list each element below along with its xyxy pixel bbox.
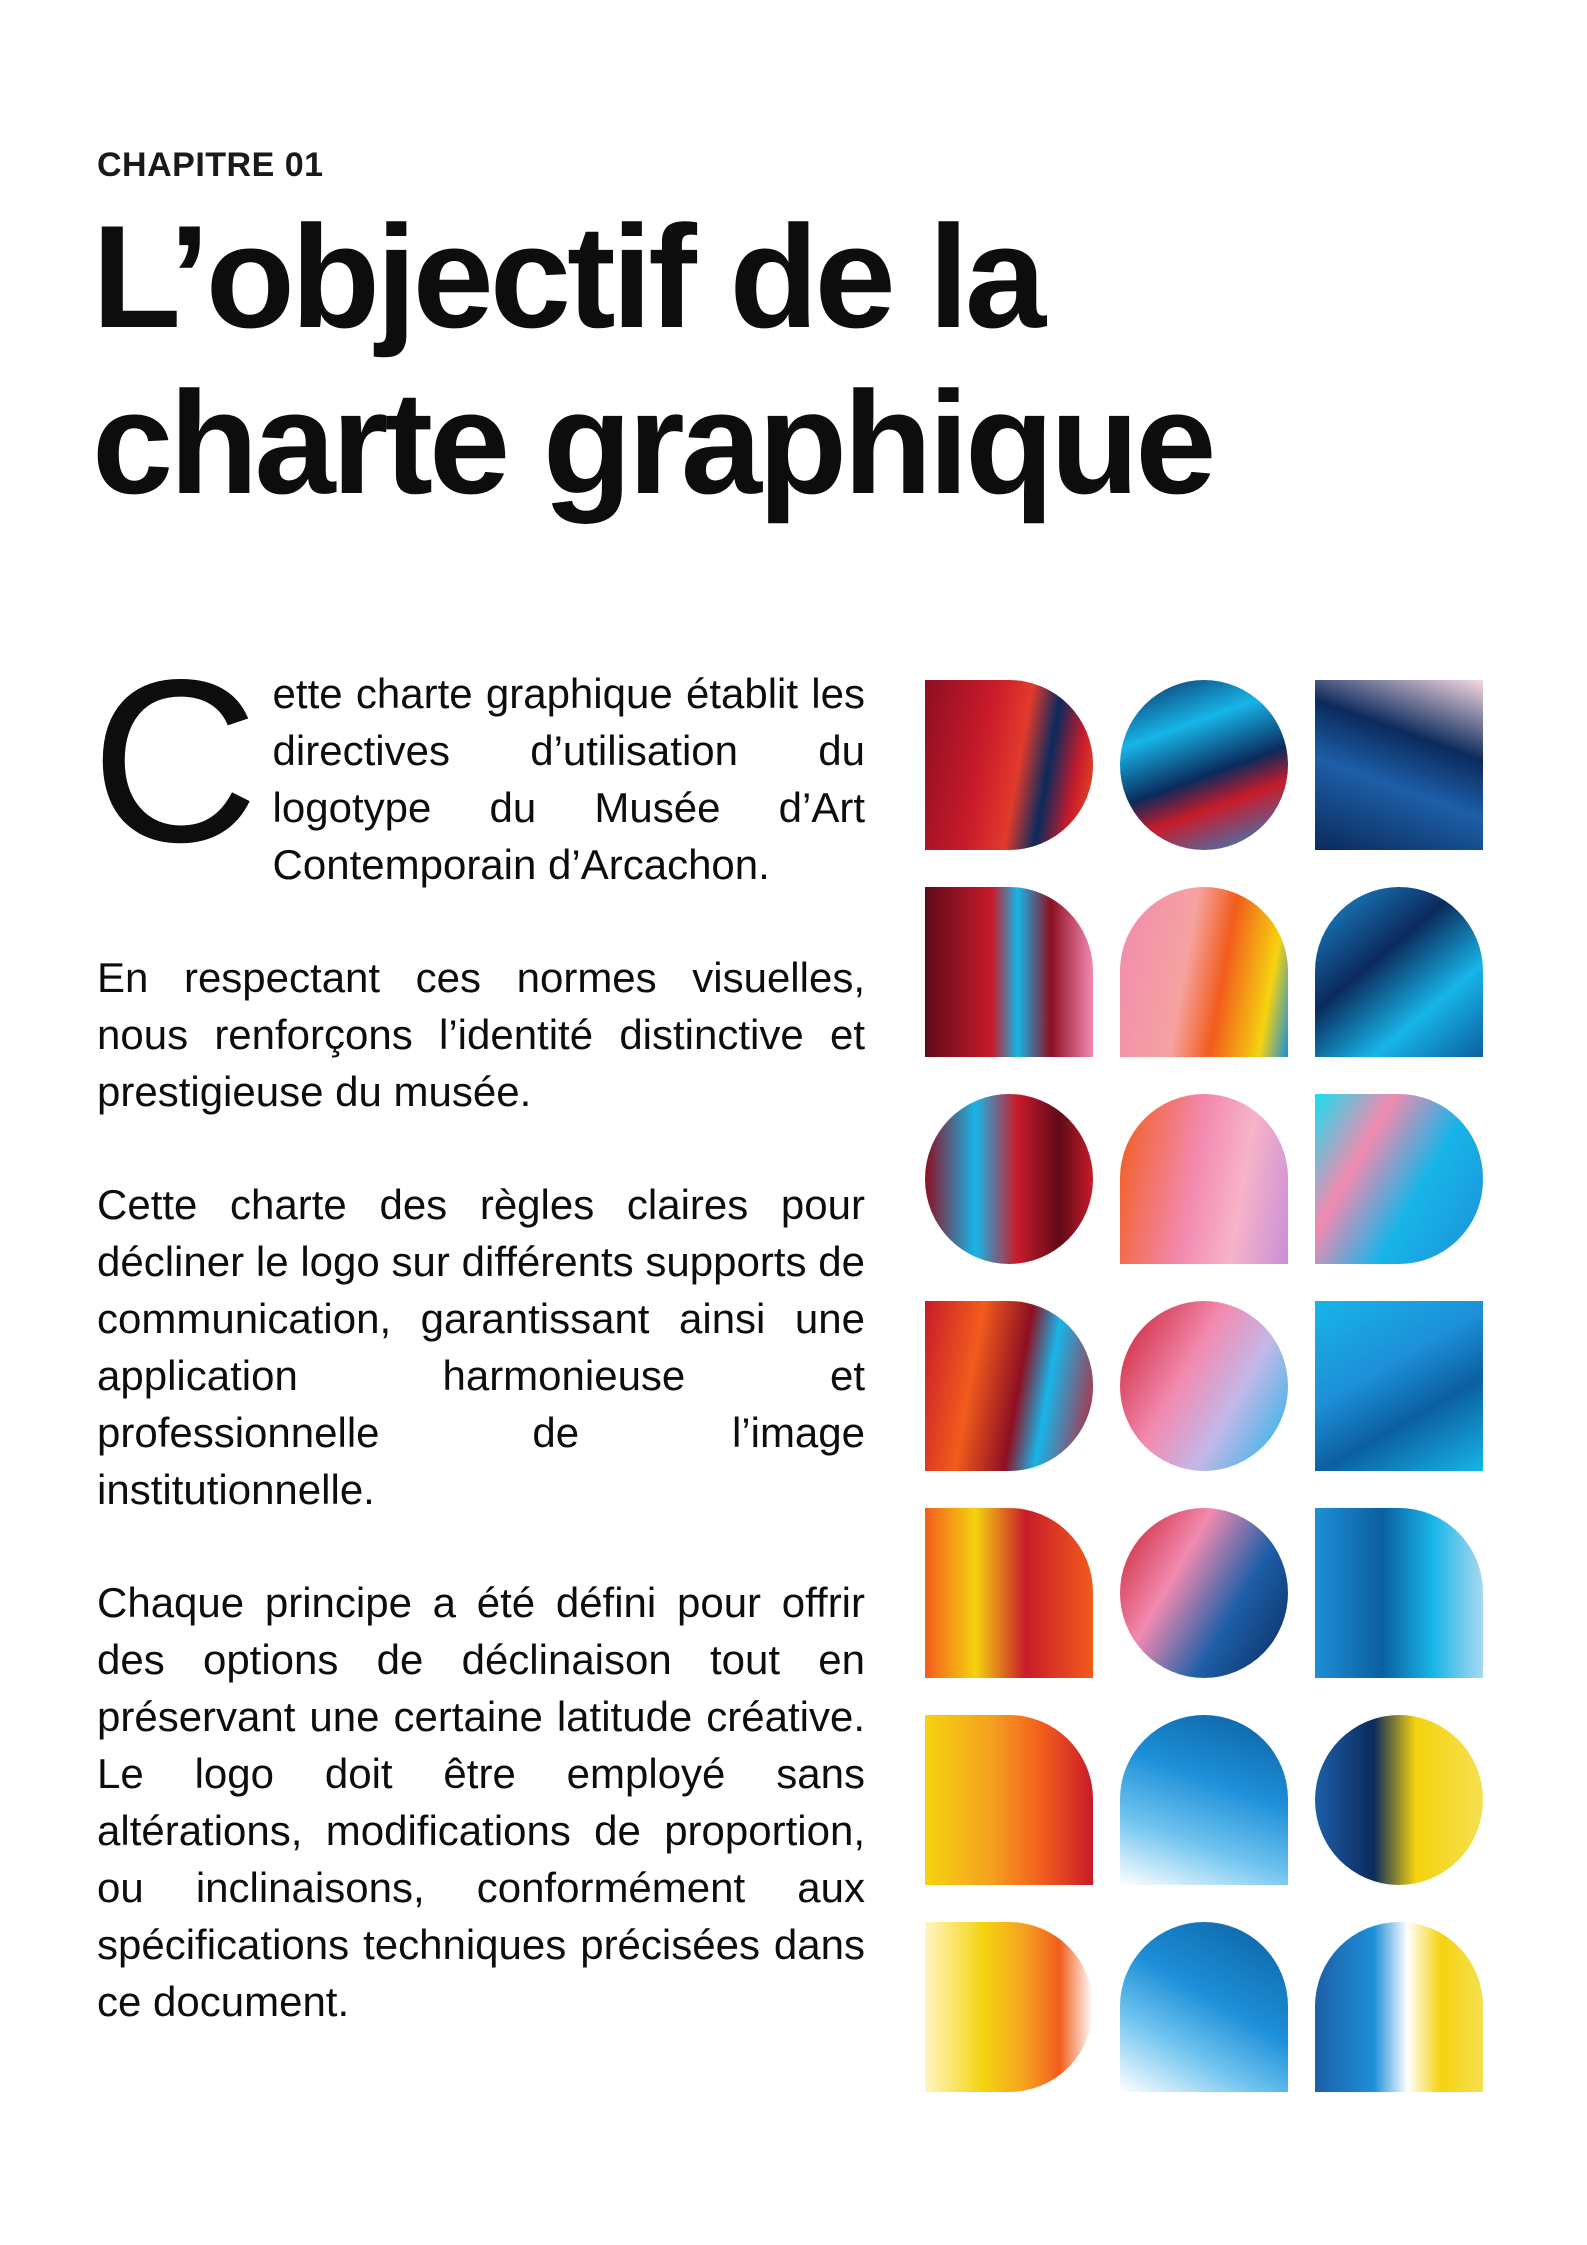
- mosaic-tile: [925, 1922, 1093, 2092]
- mosaic-tile: [1315, 1094, 1483, 1264]
- title-line-1: L’objectif de la: [92, 195, 1043, 358]
- mosaic-tile: [1120, 1922, 1288, 2092]
- mosaic-tile: [925, 1301, 1093, 1471]
- mosaic-tile: [1120, 887, 1288, 1057]
- mosaic-tile: [1120, 1301, 1288, 1471]
- mosaic-tile: [1120, 1094, 1288, 1264]
- paragraph-2: En respectant ces normes visuelles, nous renforçons l’identité distinctive et prestigieuse du musée.: [97, 954, 865, 1115]
- mosaic-tile: [1315, 1508, 1483, 1678]
- paragraph-1-text: ette charte graphique établit les directives d’utilisation du logotype du Musée d’Art Contemporain d’Arcachon.: [272, 670, 865, 888]
- mosaic-tile: [1315, 1922, 1483, 2092]
- mosaic-tile: [925, 1094, 1093, 1264]
- paragraph-1: [91, 632, 865, 893]
- mosaic-tile: [925, 1508, 1093, 1678]
- chapter-label: CHAPITRE 01: [97, 146, 324, 184]
- mosaic-tile: [1120, 1715, 1288, 1885]
- mosaic-tile: [1315, 1301, 1483, 1471]
- mosaic-tile: [925, 887, 1093, 1057]
- paint-mosaic: [925, 680, 1485, 2100]
- mosaic-tile: [1120, 1508, 1288, 1678]
- mosaic-tile: [1315, 887, 1483, 1057]
- mosaic-tile: [1315, 680, 1483, 850]
- mosaic-tile: [925, 680, 1093, 850]
- mosaic-tile: [1315, 1715, 1483, 1885]
- body-text: [91, 632, 865, 2086]
- title-line-2: charte graphique: [92, 361, 1213, 524]
- page-title: [92, 194, 1392, 526]
- drop-cap: C: [91, 632, 259, 891]
- mosaic-tile: [1120, 680, 1288, 850]
- mosaic-tile: [925, 1715, 1093, 1885]
- paragraph-4: Chaque principe a été défini pour offrir des options de déclinaison tout en préservant une certaine latitude créative. Le logo doit être employé sans altérations, modifications de proportion, ou inclinaisons, conformément aux spécifications techniques précisées dans ce document.: [97, 1579, 865, 2025]
- paragraph-3: Cette charte des règles claires pour décliner le logo sur différents supports de communication, garantissant ainsi une application harmonieuse et professionnelle de l’image institutionnelle.: [97, 1181, 865, 1513]
